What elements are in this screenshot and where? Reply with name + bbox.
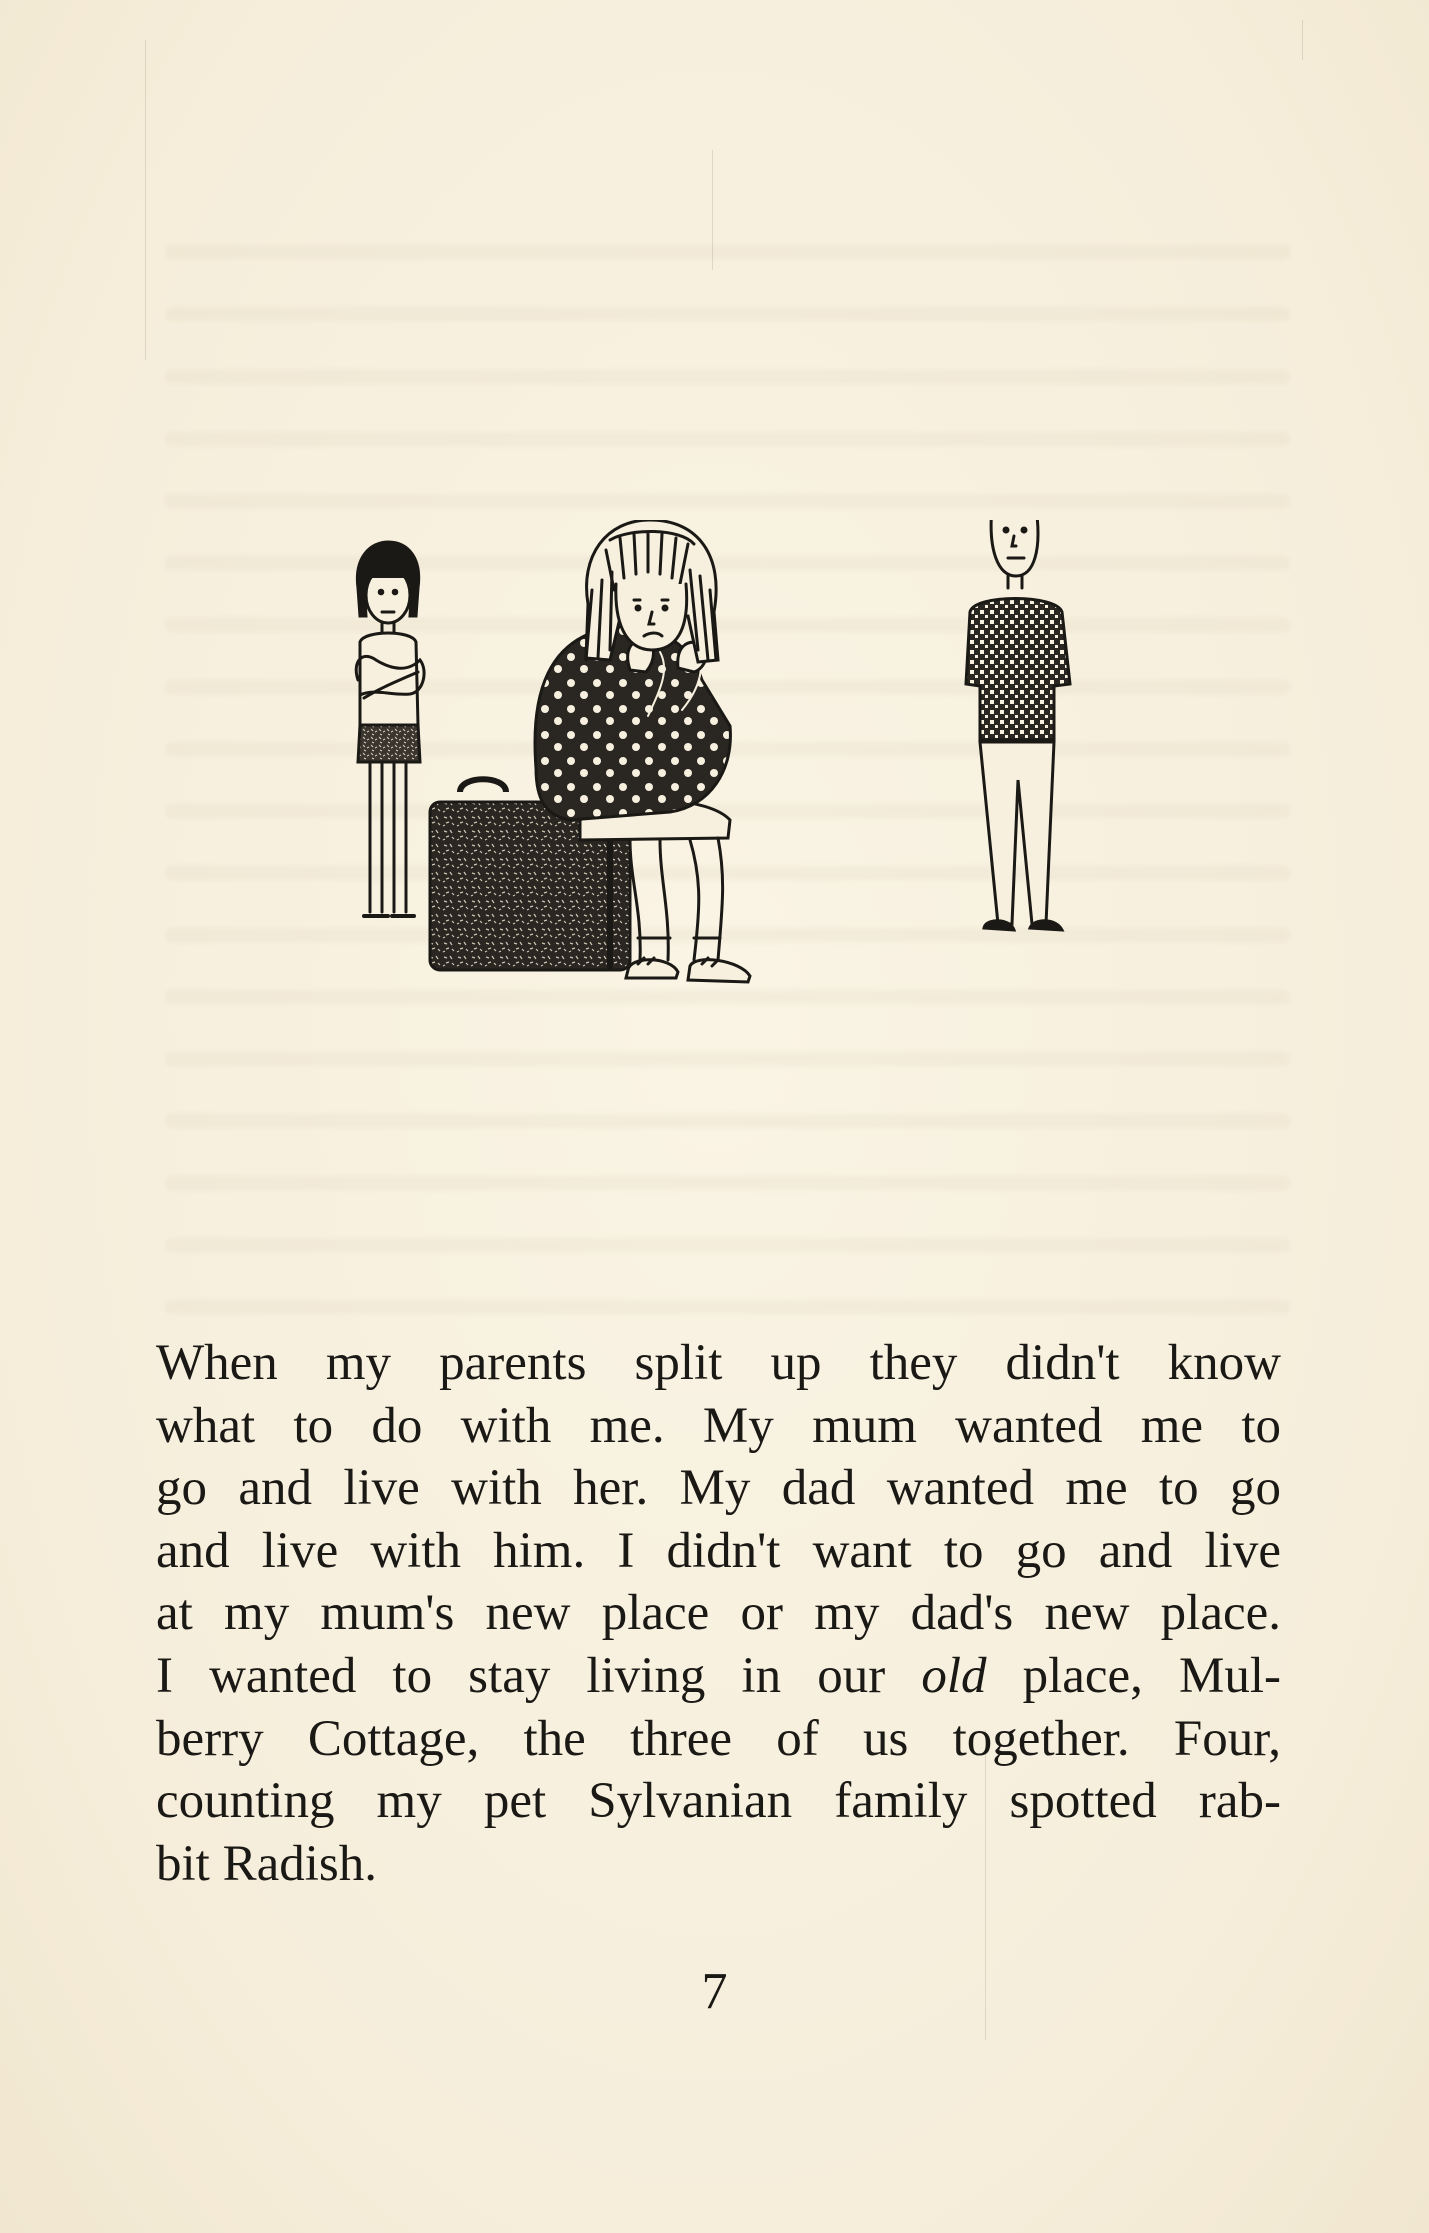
body-paragraph <box>156 1332 1281 1895</box>
text-run: I wanted to stay living in our <box>156 1647 922 1704</box>
text-line: berry Cottage, the three of us together. Four, <box>156 1710 1281 1767</box>
text-line: bit Radish. <box>156 1835 378 1892</box>
illustration <box>330 520 1110 1150</box>
text-line: at my mum's new place or my dad's new place. <box>156 1585 1281 1642</box>
text-line: go and live with her. My dad wanted me to go <box>156 1460 1281 1517</box>
father-figure <box>966 520 1070 930</box>
text-line: When my parents split up they didn't know <box>156 1335 1281 1391</box>
text-line <box>156 1645 1281 1708</box>
mother-figure <box>356 542 424 916</box>
text-line: what to do with me. My mum wanted me to <box>156 1397 1281 1454</box>
emphasis-old: old <box>921 1647 987 1704</box>
text-line: and live with him. I didn't want to go and live <box>156 1522 1281 1579</box>
page-number: 7 <box>701 1963 728 2020</box>
text-line: counting my pet Sylvanian family spotted rab- <box>156 1773 1281 1830</box>
text-run: place, Mul- <box>986 1647 1281 1704</box>
